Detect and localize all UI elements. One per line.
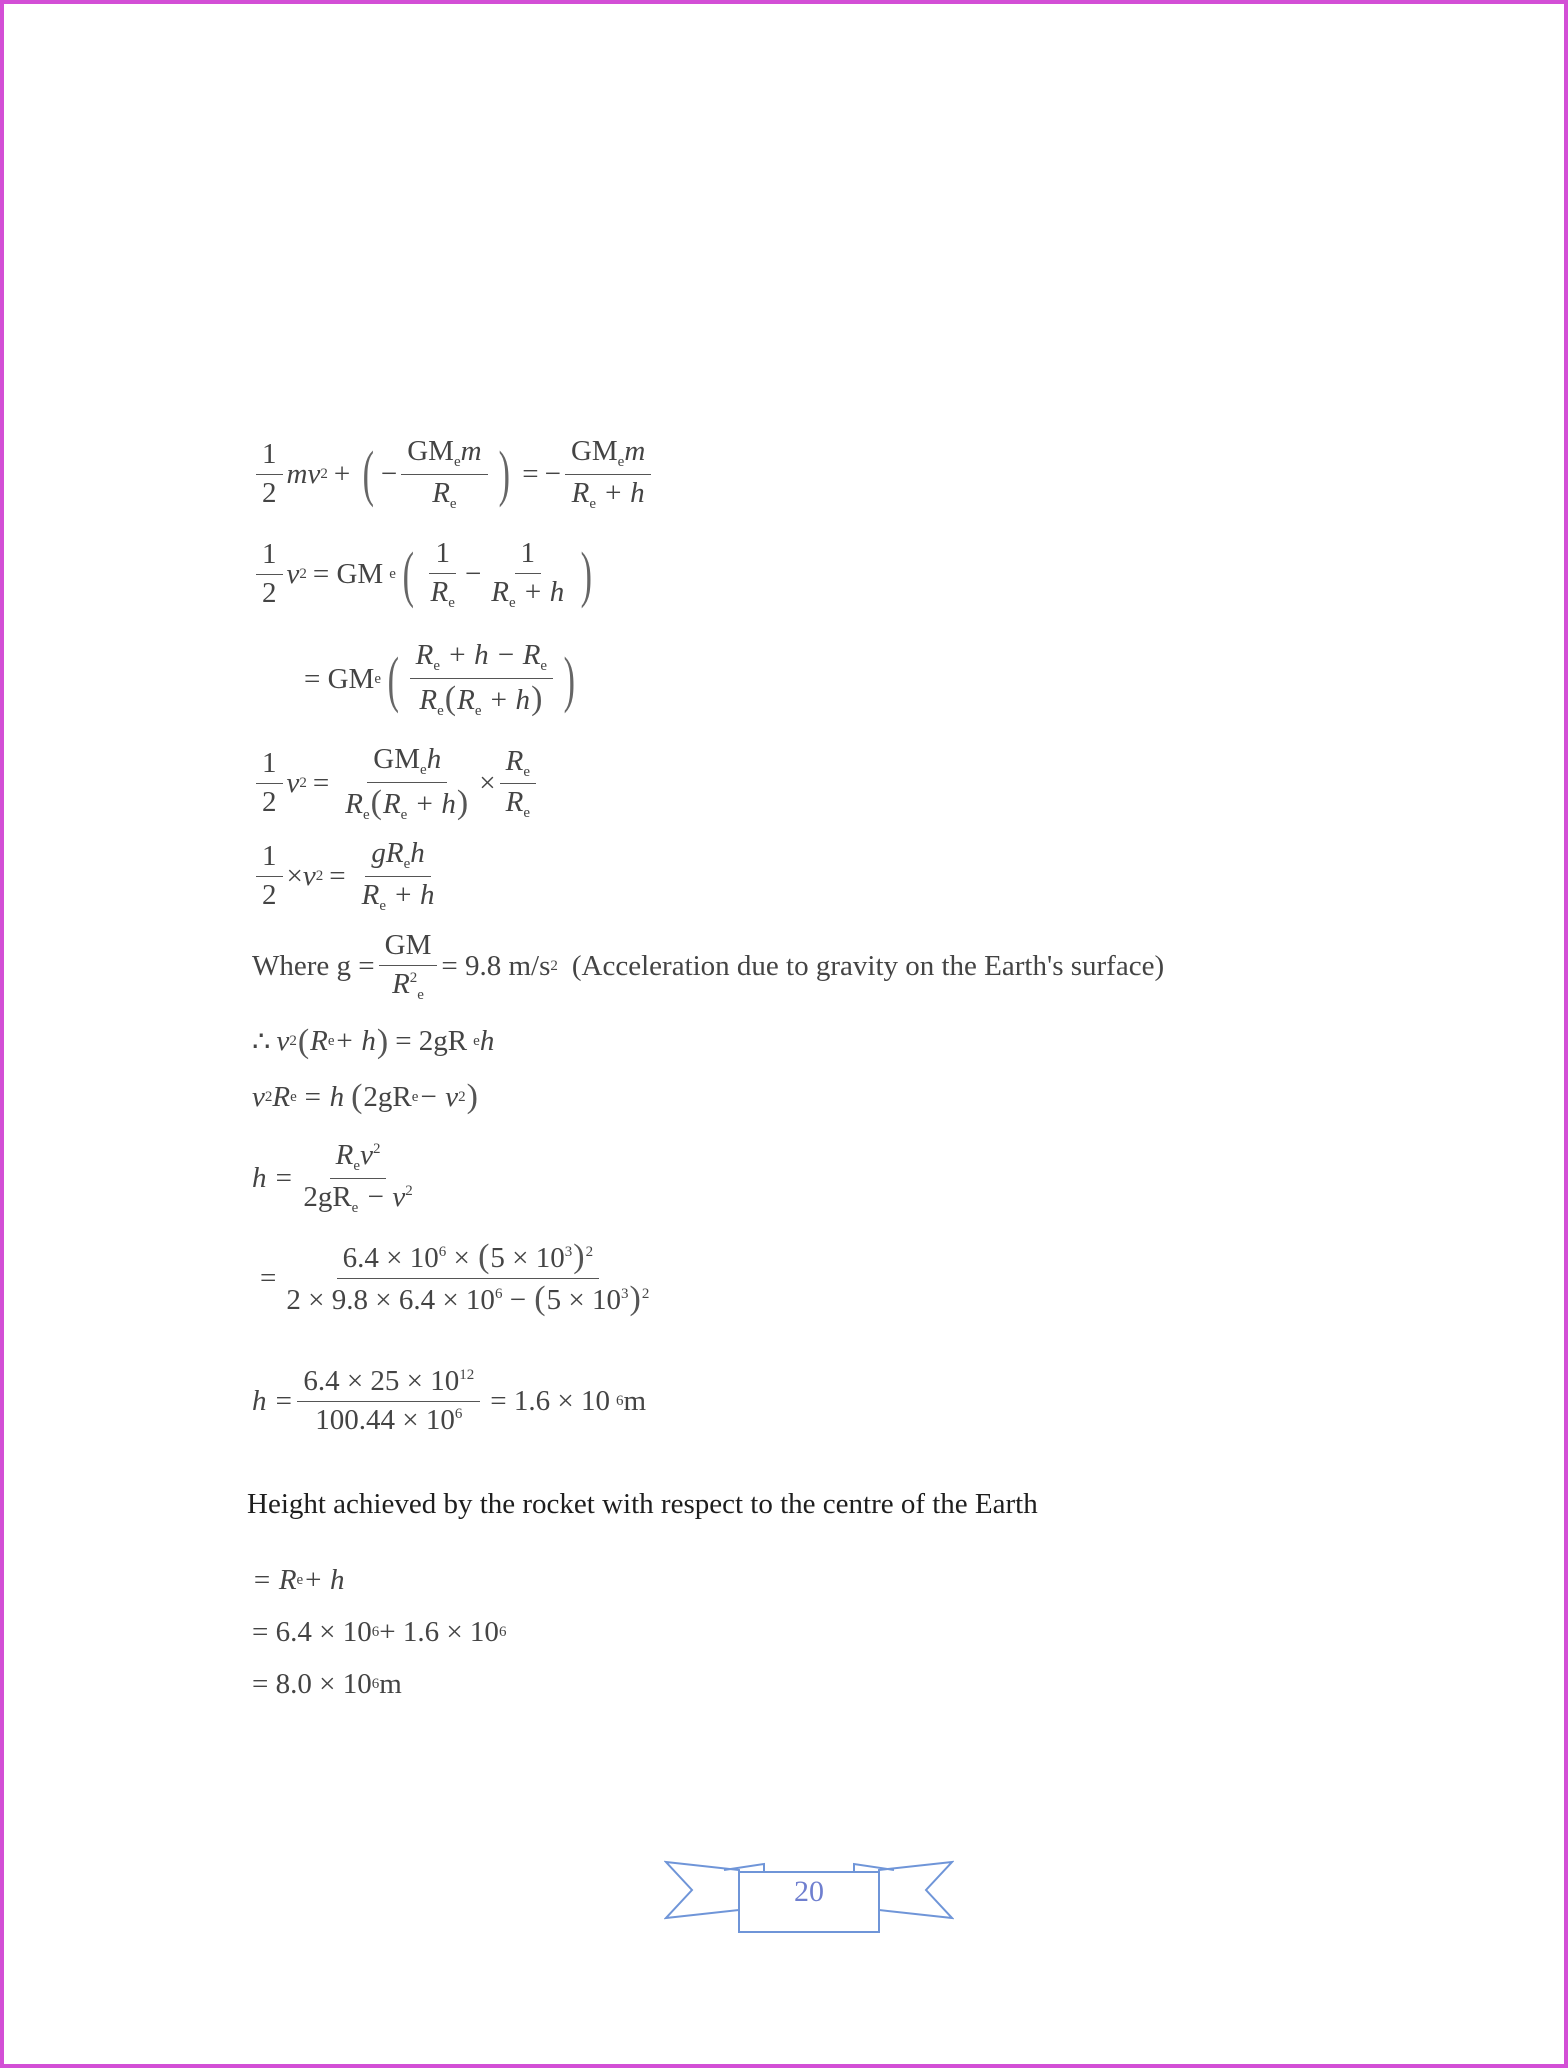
- equation-final-height: = 8.0 × 10 6 m: [252, 1668, 402, 1700]
- equation-g-re-h: $\frac{1}{2}$ × v 2 = $\frac{gR_eh}{R_e + h}$: [252, 838, 445, 914]
- equation-combined-fraction: = GM e ( $\frac{R_e + h - R_e}{R_e(R_e + h)}$ ): [304, 639, 576, 719]
- equation-re-plus-h: = R e + h: [252, 1564, 345, 1596]
- equation-therefore: ∴ v 2 ( R e + h ) = 2gR e h: [252, 1022, 495, 1060]
- height-statement: Height achieved by the rocket with respect to the centre of the Earth: [247, 1488, 1038, 1520]
- equation-energy-conservation: $\frac{1}{2}$ mv 2 + ( − $\frac{GM_em}{R_e}$ ) = − $\frac{GM_em}{R_e + h}$: [252, 436, 655, 512]
- equation-rearranged: v 2 R e = h ( 2gR e − v 2 ): [252, 1078, 478, 1115]
- equation-sum-values: = 6.4 × 10 6 + 1.6 × 10 6: [252, 1616, 507, 1648]
- equation-multiply-re-over-re: $\frac{1}{2}$ v 2 = $\frac{GM_eh}{R_e(R_e + h)}$ × $\frac{R_e}{R_e}$: [252, 744, 540, 823]
- equation-where-g: Where g = $\frac{GM}{R^2_e}$ = 9.8 m/s 2 (Acceleration due to gravity on the Earth's surface): [252, 929, 1165, 1003]
- page-number: 20: [794, 1875, 824, 1908]
- equation-half-v-squared: $\frac{1}{2}$ v 2 = GM e ( $\frac{1}{R_e}$ − $\frac{1}{R_e + h}$ ): [252, 538, 599, 611]
- equation-substitution: = $\frac{6.4 \times 10^6 \times (5 \times 10^3)^2}{2 \times 9.8 \times 6.4 \times 10^6 - (5 \times 10^3)^2}$: [260, 1238, 650, 1317]
- equation-h-result: h = $\frac{6.4 \times 25 \times 10^{12}}{100.44 \times 10^6}$ = 1.6 × 10 6 m: [252, 1365, 647, 1436]
- equation-h-formula: h = $\frac{R_ev^2}{2gR_e - v^2}$: [252, 1139, 413, 1216]
